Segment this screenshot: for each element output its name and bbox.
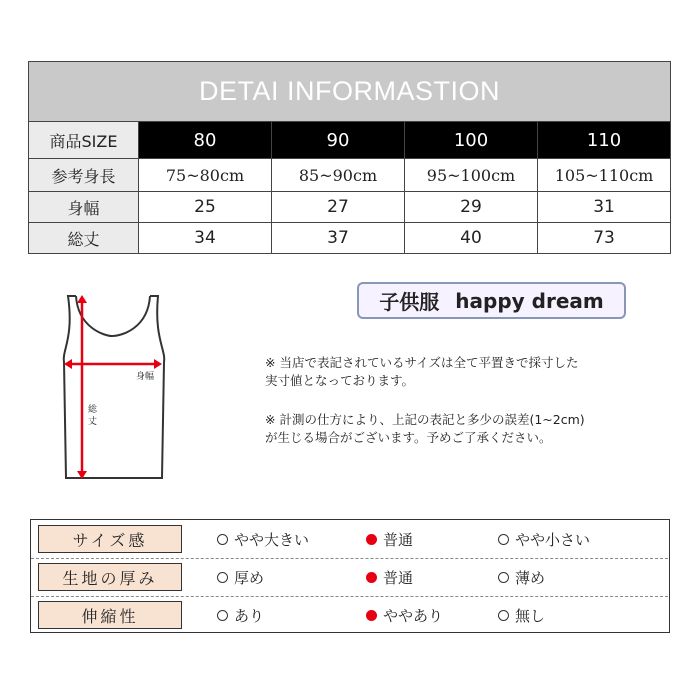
brand-name: happy dream bbox=[455, 288, 604, 313]
filled-circle-icon bbox=[366, 534, 377, 545]
circle-icon bbox=[498, 534, 509, 545]
option-text: 普通 bbox=[383, 569, 414, 587]
tank-top-diagram bbox=[50, 288, 180, 488]
table-row bbox=[29, 159, 671, 192]
option-text: 普通 bbox=[383, 531, 414, 549]
feel-option bbox=[498, 567, 545, 588]
option-text: 厚め bbox=[234, 569, 265, 587]
feel-option bbox=[498, 605, 545, 626]
feel-option bbox=[217, 567, 264, 588]
feel-label: 生地の厚み bbox=[38, 563, 182, 591]
table-cell: 85~90cm bbox=[272, 159, 405, 192]
circle-icon bbox=[498, 610, 509, 621]
feel-option-selected bbox=[366, 529, 413, 550]
option-text: あり bbox=[234, 607, 265, 625]
feel-row-thickness bbox=[31, 558, 668, 597]
table-row bbox=[29, 192, 671, 223]
row-label: 身幅 bbox=[29, 192, 139, 223]
size-header-cell: 100 bbox=[405, 122, 538, 159]
size-table-title-row bbox=[29, 62, 671, 122]
tank-top-outline bbox=[64, 296, 164, 478]
length-arrow-head-top bbox=[77, 295, 87, 303]
table-cell: 34 bbox=[139, 223, 272, 254]
option-text: やや大きい bbox=[234, 531, 310, 549]
brand-badge bbox=[357, 282, 626, 319]
option-text: 無し bbox=[515, 607, 546, 625]
note-line: ※ 計測の仕方により、上記の表記と多少の誤差(1~2cm) bbox=[265, 412, 585, 427]
tolerance-note bbox=[265, 411, 585, 447]
width-arrow-head-right bbox=[154, 359, 162, 369]
brand-category: 子供服 bbox=[379, 290, 440, 314]
filled-circle-icon bbox=[366, 610, 377, 621]
feel-label: 伸縮性 bbox=[38, 601, 182, 629]
table-cell: 27 bbox=[272, 192, 405, 223]
circle-icon bbox=[498, 572, 509, 583]
size-table bbox=[28, 61, 671, 254]
row-label: 総丈 bbox=[29, 223, 139, 254]
note-line: が生じる場合がございます。予めご了承ください。 bbox=[265, 430, 552, 445]
length-label-2: 丈 bbox=[88, 417, 98, 427]
feel-option bbox=[217, 529, 309, 550]
size-header-cell: 110 bbox=[538, 122, 671, 159]
size-header-row bbox=[29, 122, 671, 159]
table-cell: 37 bbox=[272, 223, 405, 254]
table-cell: 73 bbox=[538, 223, 671, 254]
circle-icon bbox=[217, 534, 228, 545]
width-arrow-head-left bbox=[64, 359, 72, 369]
feel-option bbox=[217, 605, 264, 626]
circle-icon bbox=[217, 572, 228, 583]
feel-row-size bbox=[31, 520, 668, 559]
table-row bbox=[29, 223, 671, 254]
filled-circle-icon bbox=[366, 572, 377, 583]
size-header-cell: 90 bbox=[272, 122, 405, 159]
size-table-title: DETAI INFORMASTION bbox=[29, 62, 671, 122]
table-cell: 31 bbox=[538, 192, 671, 223]
table-cell: 29 bbox=[405, 192, 538, 223]
feel-option-selected bbox=[366, 567, 413, 588]
note-line: 実寸値となっております。 bbox=[265, 373, 415, 388]
option-text: ややあり bbox=[383, 607, 444, 625]
table-cell: 40 bbox=[405, 223, 538, 254]
feel-option-selected bbox=[366, 605, 443, 626]
option-text: 薄め bbox=[515, 569, 546, 587]
length-label-1: 総 bbox=[88, 405, 98, 415]
table-cell: 95~100cm bbox=[405, 159, 538, 192]
feel-row-stretch bbox=[31, 596, 668, 634]
size-header-label: 商品SIZE bbox=[29, 122, 139, 159]
width-label: 身幅 bbox=[136, 372, 155, 382]
feel-label: サイズ感 bbox=[38, 525, 182, 553]
measurement-note bbox=[265, 354, 578, 390]
size-header-cell: 80 bbox=[139, 122, 272, 159]
row-label: 参考身長 bbox=[29, 159, 139, 192]
table-cell: 75~80cm bbox=[139, 159, 272, 192]
feel-option bbox=[498, 529, 590, 550]
circle-icon bbox=[217, 610, 228, 621]
fit-feel-table bbox=[30, 519, 670, 633]
note-line: ※ 当店で表記されているサイズは全て平置きで採寸した bbox=[265, 355, 579, 370]
table-cell: 25 bbox=[139, 192, 272, 223]
option-text: やや小さい bbox=[515, 531, 591, 549]
table-cell: 105~110cm bbox=[538, 159, 671, 192]
